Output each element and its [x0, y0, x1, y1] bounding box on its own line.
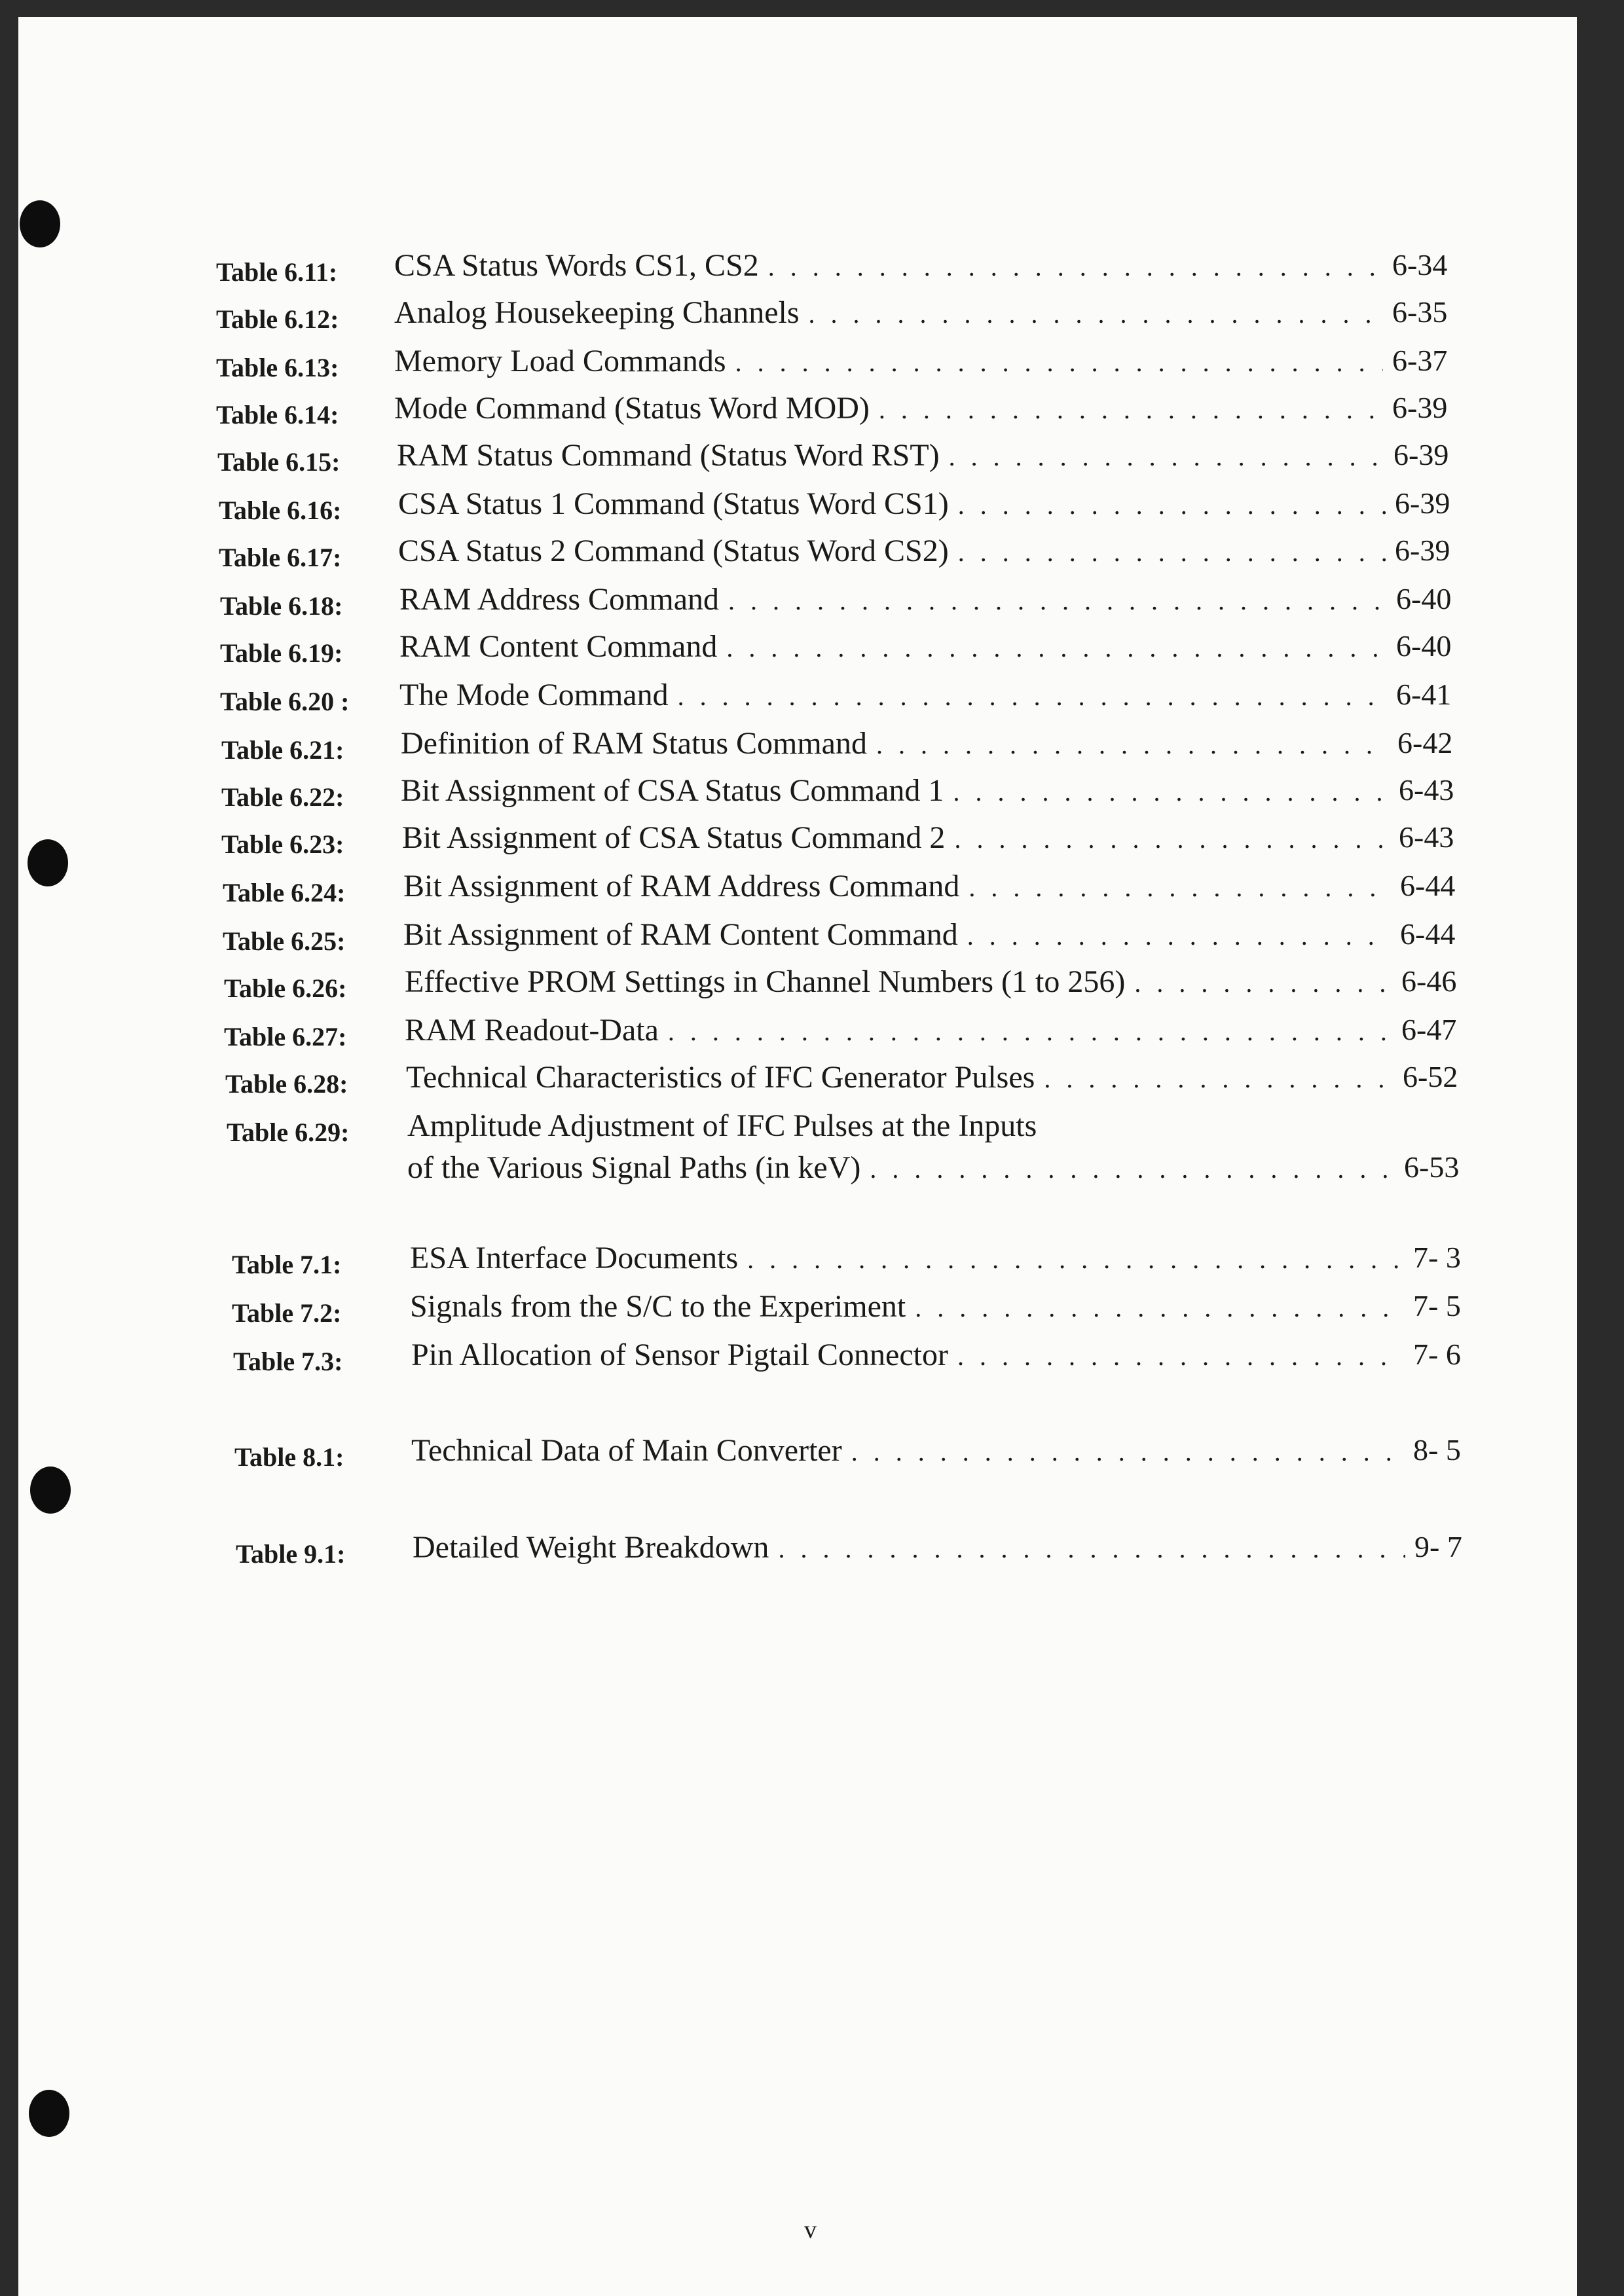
toc-entry-page: 6-35 [1392, 295, 1448, 329]
toc-entry [233, 1337, 1505, 1385]
toc-entry [224, 1012, 1493, 1061]
toc-entry [225, 1059, 1494, 1108]
toc-entry-title: Bit Assignment of RAM Content Command [403, 917, 958, 952]
toc-entry-page: 6-39 [1392, 391, 1448, 424]
toc-entry-title: Technical Characteristics of IFC Generator Pulses [406, 1060, 1035, 1095]
toc-entry-page: 6-39 [1395, 534, 1450, 567]
toc-entry-page: 6-44 [1400, 869, 1456, 902]
toc-entry-page: 6-40 [1396, 582, 1452, 615]
toc-entry [220, 629, 1488, 677]
toc-entry-number: Table 6.25: [223, 926, 346, 956]
dot-leader [958, 537, 1386, 568]
dot-leader [747, 1244, 1404, 1275]
toc-entry [234, 1432, 1505, 1481]
toc-entry-page: 6-44 [1400, 917, 1456, 951]
toc-entry-page: 7- 6 [1413, 1338, 1461, 1371]
toc-entry-title: Bit Assignment of CSA Status Command 1 [401, 773, 944, 808]
toc-entry [216, 295, 1484, 343]
toc-entry-page: 8- 5 [1413, 1433, 1461, 1467]
toc-entry-page: 7- 3 [1413, 1241, 1461, 1274]
toc-entry [232, 1240, 1505, 1288]
toc-entry-title: ESA Interface Documents [410, 1241, 739, 1275]
toc-entry-number: Table 7.3: [233, 1347, 343, 1376]
toc-entry-number: Table 6.20 : [220, 687, 350, 716]
toc-entry-number: Table 6.21: [221, 735, 344, 765]
toc-entry [221, 773, 1490, 821]
toc-entry-number: Table 6.15: [217, 447, 341, 477]
toc-entry [220, 677, 1488, 725]
toc-entry-number: Table 7.1: [232, 1250, 342, 1279]
toc-entry-title: CSA Status 2 Command (Status Word CS2) [398, 534, 949, 568]
dot-leader [879, 394, 1383, 425]
toc-entry-title: RAM Content Command [399, 629, 718, 664]
toc-entry [223, 868, 1492, 917]
toc-entry-number: Table 6.24: [223, 878, 346, 907]
toc-entry-title: Memory Load Commands [394, 344, 726, 378]
page-folio: v [804, 2216, 817, 2244]
toc-entry-page: 6-43 [1399, 773, 1454, 807]
dot-leader [969, 872, 1391, 903]
toc-entry-number: Table 6.14: [216, 400, 339, 429]
toc-entry-page: 6-34 [1392, 248, 1448, 282]
toc-entry-page: 6-47 [1401, 1013, 1457, 1046]
toc-entry [223, 917, 1492, 965]
toc-entry-number: Table 6.17: [219, 543, 342, 572]
dot-leader [967, 920, 1391, 951]
dot-leader [728, 585, 1387, 616]
toc-entry-title: RAM Status Command (Status Word RST) [397, 438, 940, 473]
toc-entry-title: Bit Assignment of CSA Status Command 2 [402, 820, 946, 855]
dot-leader [1044, 1063, 1393, 1094]
dot-leader [870, 1154, 1395, 1184]
toc-entry-title: Signals from the S/C to the Experiment [410, 1289, 906, 1324]
dot-leader [949, 441, 1384, 472]
toc-entry-page: 6-42 [1397, 726, 1453, 759]
toc-entry-title: Effective PROM Settings in Channel Numbers (1 to 256) [405, 964, 1126, 999]
toc-entry-number: Table 9.1: [236, 1539, 346, 1569]
dot-leader [778, 1533, 1405, 1564]
toc-entry-title: Definition of RAM Status Command [401, 726, 867, 761]
toc-entry-title: Pin Allocation of Sensor Pigtail Connector [411, 1338, 948, 1372]
dot-leader [953, 776, 1390, 807]
toc-entry-title-continued: of the Various Signal Paths (in keV) [407, 1150, 861, 1185]
dot-leader [735, 347, 1383, 378]
toc-entry-page: 7- 5 [1413, 1289, 1461, 1322]
toc-entry-number: Table 6.29: [227, 1118, 350, 1147]
toc-entry-page: 6-37 [1392, 344, 1448, 377]
toc-entry-title: RAM Address Command [399, 582, 720, 617]
toc-entry-number: Table 6.18: [220, 591, 343, 621]
toc-entry-page: 6-43 [1399, 820, 1454, 854]
dot-leader [768, 251, 1383, 282]
toc-entry-number: Table 6.19: [220, 638, 343, 668]
toc-entry [236, 1529, 1506, 1578]
toc-entry-page: 6-46 [1401, 964, 1457, 998]
dot-leader [678, 681, 1387, 712]
dot-leader [726, 632, 1387, 663]
toc-entry-page: 6-41 [1396, 678, 1452, 711]
toc-entry-page: 6-53 [1404, 1150, 1460, 1184]
toc-entry-title: Analog Housekeeping Channels [394, 295, 800, 330]
toc-entry-number: Table 6.11: [216, 257, 338, 287]
toc-entry-number: Table 6.13: [216, 353, 339, 382]
toc-entry-page: 6-39 [1393, 438, 1449, 471]
table-of-contents-list [18, 17, 1577, 2296]
toc-entry-title: Mode Command (Status Word MOD) [394, 391, 870, 426]
toc-entry-page: 6-40 [1396, 629, 1452, 663]
toc-entry-number: Table 6.22: [221, 782, 344, 812]
toc-entry [217, 437, 1485, 486]
toc-entry-title: Technical Data of Main Converter [411, 1433, 842, 1468]
toc-entry-number: Table 7.2: [232, 1298, 342, 1328]
dot-leader [809, 299, 1383, 329]
toc-entry [227, 1108, 1496, 1199]
toc-entry-page: 6-39 [1395, 486, 1450, 520]
toc-entry-number: Table 6.16: [219, 496, 342, 525]
dot-leader [958, 490, 1386, 520]
dot-leader [876, 729, 1388, 760]
dot-leader [1134, 968, 1392, 998]
toc-entry [219, 486, 1486, 534]
toc-entry-number: Table 6.27: [224, 1022, 347, 1051]
dot-leader [851, 1436, 1404, 1467]
toc-entry-title: Bit Assignment of RAM Address Command [403, 869, 960, 903]
toc-entry-number: Table 6.23: [221, 829, 344, 859]
toc-entry-number: Table 8.1: [234, 1442, 344, 1472]
document-page [18, 17, 1577, 2296]
toc-entry-page: 9- 7 [1414, 1530, 1462, 1563]
toc-entry-page: 6-52 [1403, 1060, 1458, 1093]
toc-entry-number: Table 6.26: [224, 974, 347, 1003]
toc-entry [220, 581, 1488, 630]
toc-entry-title: CSA Status Words CS1, CS2 [394, 248, 759, 283]
toc-entry [224, 964, 1493, 1012]
toc-entry [216, 390, 1484, 439]
toc-entry [232, 1288, 1505, 1337]
dot-leader [957, 1341, 1404, 1372]
toc-entry-title: RAM Readout-Data [405, 1013, 659, 1048]
toc-entry [216, 343, 1484, 392]
toc-entry [216, 247, 1484, 296]
toc-entry-title: The Mode Command [399, 678, 669, 712]
toc-entry-number: Table 6.12: [216, 304, 339, 334]
toc-entry [221, 725, 1489, 774]
toc-entry-title: CSA Status 1 Command (Status Word CS1) [398, 486, 949, 521]
dot-leader [915, 1292, 1404, 1323]
toc-entry-title: Amplitude Adjustment of IFC Pulses at the Inputs [407, 1108, 1037, 1143]
toc-entry-title: Detailed Weight Breakdown [413, 1530, 769, 1565]
dot-leader [668, 1016, 1392, 1047]
toc-entry [221, 820, 1490, 868]
dot-leader [954, 824, 1390, 854]
toc-entry [219, 533, 1486, 581]
toc-entry-number: Table 6.28: [225, 1069, 348, 1099]
